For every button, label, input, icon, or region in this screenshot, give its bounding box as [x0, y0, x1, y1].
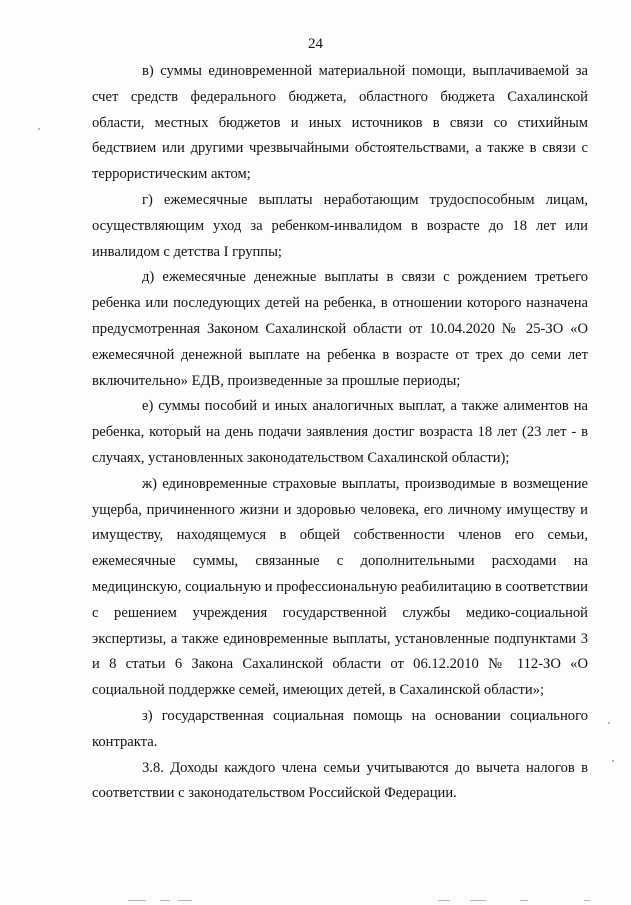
paragraph-zh: ж) единовременные страховые выплаты, производимые в возмещение ущерба, причиненного жизни и здоровью человека, его личному имуществу и имуществу, находящемуся в общей собственности членов его семьи, ежемесячные суммы, связанные с дополнительными расходами на медицинскую, социальную и профессиональную реабилитацию в соответствии с решением учреждения государственной службы медико-социальной экспертизы, а также единовременные выплаты, установленные подпунктами 3 и 8 статьи 6 Закона Сахалинской области от 06.12.2010 № 112-ЗО «О социальной поддержке семей, имеющих детей, в Сахалинской области»;: [92, 475, 588, 699]
scan-speck: [608, 722, 610, 724]
page-number: 24: [308, 36, 323, 52]
paragraph-3-8: 3.8. Доходы каждого члена семьи учитываются до вычета налогов в соответствии с законодательством Российской Федерации.: [92, 759, 588, 802]
document-body: [92, 59, 588, 807]
paragraph-e: е) суммы пособий и иных аналогичных выплат, а также алиментов на ребенка, который на день подачи заявления достиг возраста 18 лет (23 лет - в случаях, установленных законодательством Сахалинской области);: [92, 398, 588, 466]
paragraph-d: д) ежемесячные денежные выплаты в связи с рождением третьего ребенка или последующих детей на ребенка, в отношении которого назначена предусмотренная Законом Сахалинской области от 10.04.2020 № 25-ЗО «О ежемесячной денежной выплате на ребенка в возрасте от трех до семи лет включительно» ЕДВ, произведенные за прошлые периоды;: [92, 269, 588, 389]
paragraph-g: г) ежемесячные выплаты неработающим трудоспособным лицам, осуществляющим уход за ребенком-инвалидом в возрасте до 18 лет или инвалидом с детства I группы;: [92, 191, 588, 260]
scan-bottom-edge: [0, 897, 631, 905]
scan-speck: [612, 760, 614, 762]
paragraph-v: в) суммы единовременной материальной помощи, выплачиваемой за счет средств федерального бюджета, областного бюджета Сахалинской области, местных бюджетов и иных источников в связи со стихийным бедствием или другими чрезвычайными обстоятельствами, а также в связи с террористическим актом;: [92, 63, 588, 183]
scan-speck: [38, 128, 40, 130]
paragraph-z: з) государственная социальная помощь на основании социального контракта.: [92, 707, 588, 750]
